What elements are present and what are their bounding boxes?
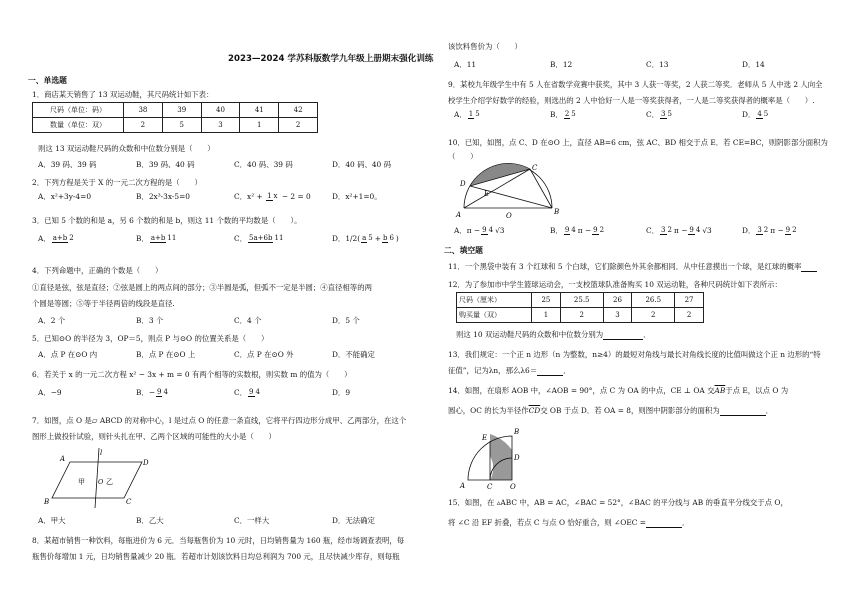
label-c: C	[487, 483, 493, 491]
fraction	[756, 227, 769, 235]
table-cell: 27	[675, 293, 704, 308]
denominator: 5	[368, 234, 373, 242]
option-b[interactable]: B．2x³-3x-5=0	[136, 192, 190, 201]
label-a: A	[460, 482, 466, 490]
answer-blank[interactable]	[801, 262, 817, 272]
label-o: O	[510, 483, 516, 491]
option-a[interactable]: A．39 码、39 码	[38, 160, 97, 169]
label-b: B	[554, 208, 560, 216]
option-d[interactable]: D．9	[332, 388, 351, 397]
option-d[interactable]: D．无法确定	[332, 516, 375, 525]
q7-parallelogram-figure	[42, 446, 152, 508]
option-b[interactable]	[136, 388, 234, 397]
q8-line2: 瓶售价每增加 1 元，日均销售量减少 20 瓶．若超市计划该饮料日均总利润为 700 元，且尽快减少库存，则每瓶	[32, 552, 400, 561]
q1-options	[38, 160, 428, 169]
label-b: B	[514, 428, 520, 436]
numerator: 9	[564, 226, 570, 234]
option-d[interactable]: D．不能确定	[332, 350, 375, 359]
q14-line2: 圆心，OC 的长为半径作$\overline{CD}$交 OB 于点 D．若 OA = 8，则图中阴影部分的面积为 ．	[448, 406, 774, 415]
table-cell: 1	[532, 308, 561, 323]
q12-tail-text: 则这 10 双运动鞋尺码的众数和中位数分别为	[456, 330, 604, 339]
denominator: 2	[667, 226, 672, 234]
option-c[interactable]: C．一样大	[234, 516, 270, 525]
numerator: 3	[757, 226, 762, 234]
option-label: D．	[742, 110, 756, 119]
option-label: C．	[646, 226, 660, 235]
numerator: a+b	[52, 234, 68, 242]
denominator: 5	[571, 110, 576, 118]
table-cell: 38	[124, 103, 163, 118]
q1-table	[32, 102, 318, 133]
denominator: 5	[475, 110, 480, 118]
option-d-suffix: )	[395, 234, 399, 243]
answer-blank[interactable]	[646, 518, 682, 528]
label-a: A	[456, 211, 462, 219]
denominator: 11	[274, 234, 284, 242]
option-c[interactable]: C．4 个	[234, 316, 262, 325]
numerator: 9	[593, 226, 598, 234]
numerator: 9	[785, 226, 791, 234]
option-d[interactable]: D．x²+1=0。	[332, 192, 382, 201]
fraction	[382, 235, 395, 243]
denominator: 4	[488, 226, 494, 234]
table-cell: 41	[240, 103, 279, 118]
numerator: 9	[482, 226, 487, 234]
fraction	[248, 389, 261, 397]
numerator: 9	[157, 388, 162, 396]
q4-stem: 4．下列命题中，正确的个数是（ ）	[32, 266, 163, 275]
fraction	[660, 227, 673, 235]
q14-line1-a: 14．如图，在扇形 AOB 中，∠AOB = 90°，点 C 为 OA 的中点，CE ⊥ OA 交	[448, 386, 715, 395]
q7-line2: 图形上做投针试验，则针头扎在甲、乙两个区域的可能性的大小是（ ）	[32, 432, 276, 441]
numerator: 9	[689, 226, 694, 234]
q15-line2: 将 ∠C 沿 EF 折叠，若点 C 与点 O 恰好重合，则 ∠OEC = ．	[448, 518, 690, 527]
option-label: B．	[550, 226, 563, 235]
q7-line1: 7．如图，点 O 是▱ ABCD 的对称中心，l 是过点 O 的任意一条直线，它将平行四边形分成甲、乙两部分，在这个	[32, 416, 407, 425]
q10-circle-figure	[454, 162, 564, 220]
fraction	[468, 111, 481, 119]
denominator: 4	[255, 388, 260, 396]
option-label: C．	[234, 388, 248, 397]
numerator: 1	[468, 110, 474, 118]
option-suffix: √3	[495, 226, 505, 235]
option-d-prefix: 1/2(	[345, 234, 361, 243]
label-c: C	[532, 164, 538, 172]
denominator: 4	[163, 388, 168, 396]
answer-blank[interactable]	[537, 366, 563, 376]
numerator: 3	[661, 226, 666, 234]
denominator: 11	[167, 234, 177, 242]
label-d: D	[460, 180, 466, 188]
shaded-region	[490, 434, 512, 480]
answer-blank[interactable]	[720, 406, 766, 416]
option-b[interactable]: B．乙大	[136, 516, 164, 525]
option-b[interactable]	[550, 226, 646, 235]
arc-cd: $\overline{CD}$	[528, 406, 541, 415]
option-b[interactable]: B．12	[550, 60, 573, 69]
option-middle: π −	[673, 226, 688, 235]
q6-stem: 6．若关于 x 的一元二次方程 x² − 3x + m = 0 有两个相等的实数根，则实数 m 的值为（ ）	[32, 370, 352, 379]
option-b[interactable]: B．点 P 在⊙O 上	[136, 350, 196, 359]
option-label: C．	[234, 234, 248, 243]
option-a[interactable]: A．x²+3y-4=0	[38, 192, 92, 201]
denominator: x	[273, 192, 278, 200]
numerator: b	[382, 234, 388, 242]
table-cell: 39	[162, 103, 201, 118]
q11-stem: 11．一个黑袋中装有 3 个红球和 5 个白球，它们除颜色外其余都相同．从中任意摸出一个球，是红球的概率	[448, 262, 802, 271]
option-c-prefix: C．x² +	[234, 192, 263, 201]
denominator: 2	[792, 226, 797, 234]
table-cell: 尺码（单位：码）	[33, 103, 124, 118]
q2-stem: 2．下列方程是关于 X 的一元二次方程的是（ ）	[32, 178, 202, 187]
chord-cb	[530, 169, 552, 208]
option-a[interactable]: A．甲大	[38, 516, 66, 525]
option-b[interactable]: B．39 码、40 码	[136, 160, 195, 169]
q3-options	[38, 234, 428, 243]
q13-line2-text: 征值”，记为λn，那么λ6＝	[448, 366, 538, 375]
fraction	[785, 227, 798, 235]
label-o: O	[98, 478, 104, 486]
table-cell: 25	[532, 293, 561, 308]
option-d[interactable]	[332, 234, 399, 243]
table-cell: 购买量（双）	[457, 308, 532, 323]
q1-stem: 1．商店某天销售了 13 双运动鞋，其尺码统计如下表：	[32, 90, 214, 99]
option-suffix: √3	[702, 226, 712, 235]
label-yi: 乙	[106, 478, 113, 486]
option-label: A．	[454, 110, 467, 119]
q15-line2-text: 将 ∠C 沿 EF 折叠，若点 C 与点 O 恰好重合，则 ∠OEC =	[448, 518, 646, 527]
fraction	[481, 227, 494, 235]
table-row	[457, 308, 704, 323]
option-label: D．	[332, 234, 346, 243]
option-c[interactable]: C．40 码、39 码	[234, 160, 293, 169]
label-jia: 甲	[78, 478, 85, 486]
q6-options	[38, 388, 428, 397]
q10-options	[454, 226, 840, 235]
table-cell: 尺码（厘米）	[457, 293, 532, 308]
label-e: E	[484, 190, 490, 198]
q4-items-line1: ①直径是弦，弦是直径；②弦是圆上的两点间的部分；③半圆是弧，但弧不一定是半圆；④直径相等的两	[32, 283, 372, 292]
table-cell: 2	[560, 308, 603, 323]
denominator: 4	[571, 226, 576, 234]
fraction	[52, 235, 75, 243]
page-title: 2023—2024 学苏科版数学九年级上册期末强化训练	[228, 54, 434, 64]
left-column	[28, 0, 430, 608]
denominator: 4	[695, 226, 701, 234]
answer-blank[interactable]	[603, 330, 643, 340]
numerator: a+b	[150, 234, 166, 242]
fraction	[688, 227, 701, 235]
q5-options	[38, 350, 428, 359]
q13-line2: 征值”，记为λn，那么λ6＝ ．	[448, 366, 571, 375]
fraction	[266, 193, 278, 201]
q2-options	[38, 192, 428, 201]
option-d[interactable]: D．5 个	[332, 316, 360, 325]
option-label: B．−	[136, 388, 156, 397]
table-cell: 2	[675, 308, 704, 323]
option-b[interactable]: B．3 个	[136, 316, 164, 325]
q14-sector-figure	[454, 420, 524, 492]
option-d[interactable]: D．14	[742, 60, 765, 69]
numerator: 2	[564, 110, 570, 118]
section-single-choice: 一、单选题	[28, 76, 67, 85]
label-l: l	[100, 449, 103, 457]
fraction	[361, 235, 374, 243]
q5-stem: 5．已知⊙O 的半径为 3，OP＝5，则点 P 与⊙O 的位置关系是（ ）	[32, 334, 269, 343]
denominator: 5	[667, 110, 672, 118]
option-label: B．	[550, 110, 563, 119]
numerator: 5a+6b	[249, 234, 273, 242]
table-cell: 2	[279, 118, 318, 133]
q12-stem: 12．为了参加市中学生篮球运动会，一支校篮球队准备购买 10 双运动鞋，各种尺码统计如下表所示：	[448, 280, 782, 289]
q14-line2-b: 交 OB 于点 D．若 OA = 8，则图中阴影部分的面积为	[540, 406, 720, 415]
numerator: 9	[249, 388, 254, 396]
option-d[interactable]	[742, 226, 799, 235]
section-fill-blank: 二、填空题	[444, 246, 483, 255]
fraction	[150, 235, 177, 243]
label-d: D	[514, 454, 520, 462]
option-label: C．	[646, 110, 660, 119]
numerator: 3	[661, 110, 666, 118]
fraction	[756, 111, 769, 119]
option-a[interactable]: A．−9	[38, 388, 62, 397]
numerator: a	[362, 234, 367, 242]
label-a: A	[60, 455, 66, 463]
denominator: 5	[763, 110, 769, 118]
table-cell: 数量（单位：双）	[33, 118, 124, 133]
q4-options	[38, 316, 428, 325]
option-d[interactable]	[742, 110, 770, 119]
q10-line2: （ ）	[448, 152, 478, 161]
q8-continued: 该饮料售价为（ ）	[448, 42, 522, 51]
table-cell: 3	[603, 308, 632, 323]
label-d: D	[143, 459, 149, 467]
option-c[interactable]	[646, 110, 742, 119]
option-a[interactable]	[454, 110, 550, 119]
table-row	[33, 103, 318, 118]
right-column	[444, 0, 840, 608]
denominator: 6	[389, 234, 394, 242]
table-cell: 2	[632, 308, 675, 323]
fraction	[660, 111, 673, 119]
q12-table	[456, 292, 704, 323]
q1-tail: 则这 13 双运动鞋尺码的众数和中位数分别是（ ）	[38, 144, 215, 153]
option-d[interactable]: D．40 码、40 码	[332, 160, 391, 169]
fraction	[248, 235, 284, 243]
q9-line1: 9．某校九年级学生中有 5 人在省数学竞赛中获奖，其中 3 人获一等奖，2 人获二等奖．老师从 5 人中选 2 人向全	[448, 80, 823, 89]
option-a[interactable]	[454, 226, 550, 235]
table-cell: 1	[240, 118, 279, 133]
table-cell: 26.5	[632, 293, 675, 308]
q13-line1: 13．我们规定：一个正 n 边形（n 为整数，n≥4）的最短对角线与最长对角线长度的比值叫做这个正 n 边形的“特	[448, 350, 821, 359]
q12-tail: 则这 10 双运动鞋尺码的众数和中位数分别为 ．	[456, 330, 651, 339]
table-cell: 3	[201, 118, 240, 133]
q9-line2: 校学生介绍学好数学的经验，则选出的 2 人中恰好一人是一等奖获得者，一人是二等奖获得者的概率是（ ）.	[448, 96, 815, 105]
fraction	[564, 227, 577, 235]
option-label: A．	[38, 234, 51, 243]
q14-line2-a: 圆心，OC 的长为半径作	[448, 406, 529, 415]
option-b[interactable]	[550, 110, 646, 119]
option-c[interactable]	[646, 226, 742, 235]
q8-line1: 8．某超市销售一种饮料，每瓶进价为 6 元．当每瓶售价为 10 元时，日均销售量为 160 瓶，经市场调查表明，每	[32, 536, 405, 545]
q15-line1: 15．如图，在 ▵ABC 中，AB = AC，∠BAC = 52°，∠BAC 的平分线与 AB 的垂直平分线交于点 O，	[448, 498, 788, 507]
table-cell: 42	[279, 103, 318, 118]
q14-line1-b: 于点 E，以点 O 为	[725, 386, 789, 395]
option-c[interactable]	[234, 388, 332, 397]
option-c-suffix: − 2 = 0	[281, 192, 311, 201]
table-row	[457, 293, 704, 308]
q14-line1	[448, 386, 788, 395]
option-label: D．	[742, 226, 756, 235]
option-a[interactable]: A．2 个	[38, 316, 66, 325]
table-cell: 40	[201, 103, 240, 118]
option-a[interactable]	[38, 234, 136, 243]
table-cell: 25.5	[560, 293, 603, 308]
option-label: B．	[136, 234, 149, 243]
table-cell: 26	[603, 293, 632, 308]
denominator: 2	[599, 226, 605, 234]
option-middle: π −	[770, 226, 784, 235]
q7-options	[38, 516, 428, 525]
option-middle: π −	[577, 226, 592, 235]
q10-line1: 10．已知，如图，点 C、D 在⊙O 上，直径 AB=6 cm，弦 AC、BD 相交于点 E．若 CE=BC，则阴影部分面积为	[448, 138, 828, 147]
q8-options	[454, 60, 840, 69]
q11-text	[448, 262, 817, 272]
option-c[interactable]: C．点 P 在⊙O 外	[234, 350, 294, 359]
label-b: B	[44, 498, 50, 506]
label-c: C	[126, 498, 132, 506]
numerator: 4	[757, 110, 762, 118]
option-c[interactable]: C．13	[646, 60, 669, 69]
q4-items-line2: 个圆是等圆；⑤等于半径两倍的线段是直径.	[32, 299, 175, 308]
q3-stem: 3．已知 5 个数的和是 a，另 6 个数的和是 b，则这 11 个数的平均数是（ ）。	[32, 216, 302, 225]
plus-sign: +	[374, 234, 381, 243]
option-c[interactable]	[234, 192, 332, 201]
option-a[interactable]: A．点 P 在⊙O 内	[38, 350, 98, 359]
option-b[interactable]	[136, 234, 234, 243]
denominator: 2	[763, 226, 769, 234]
table-cell: 2	[124, 118, 163, 133]
numerator: 1	[267, 192, 272, 200]
fraction	[592, 227, 605, 235]
fraction	[564, 111, 577, 119]
option-c[interactable]	[234, 234, 332, 243]
table-cell: 5	[162, 118, 201, 133]
table-row	[33, 118, 318, 133]
option-a[interactable]: A．11	[454, 60, 477, 69]
fraction	[156, 389, 169, 397]
option-label: A．π −	[454, 226, 481, 235]
label-o: O	[506, 212, 512, 220]
denominator: 2	[69, 234, 74, 242]
arc-ab: $\overline{AB}$	[714, 386, 726, 395]
q9-options	[454, 110, 840, 119]
label-e: E	[482, 434, 488, 442]
